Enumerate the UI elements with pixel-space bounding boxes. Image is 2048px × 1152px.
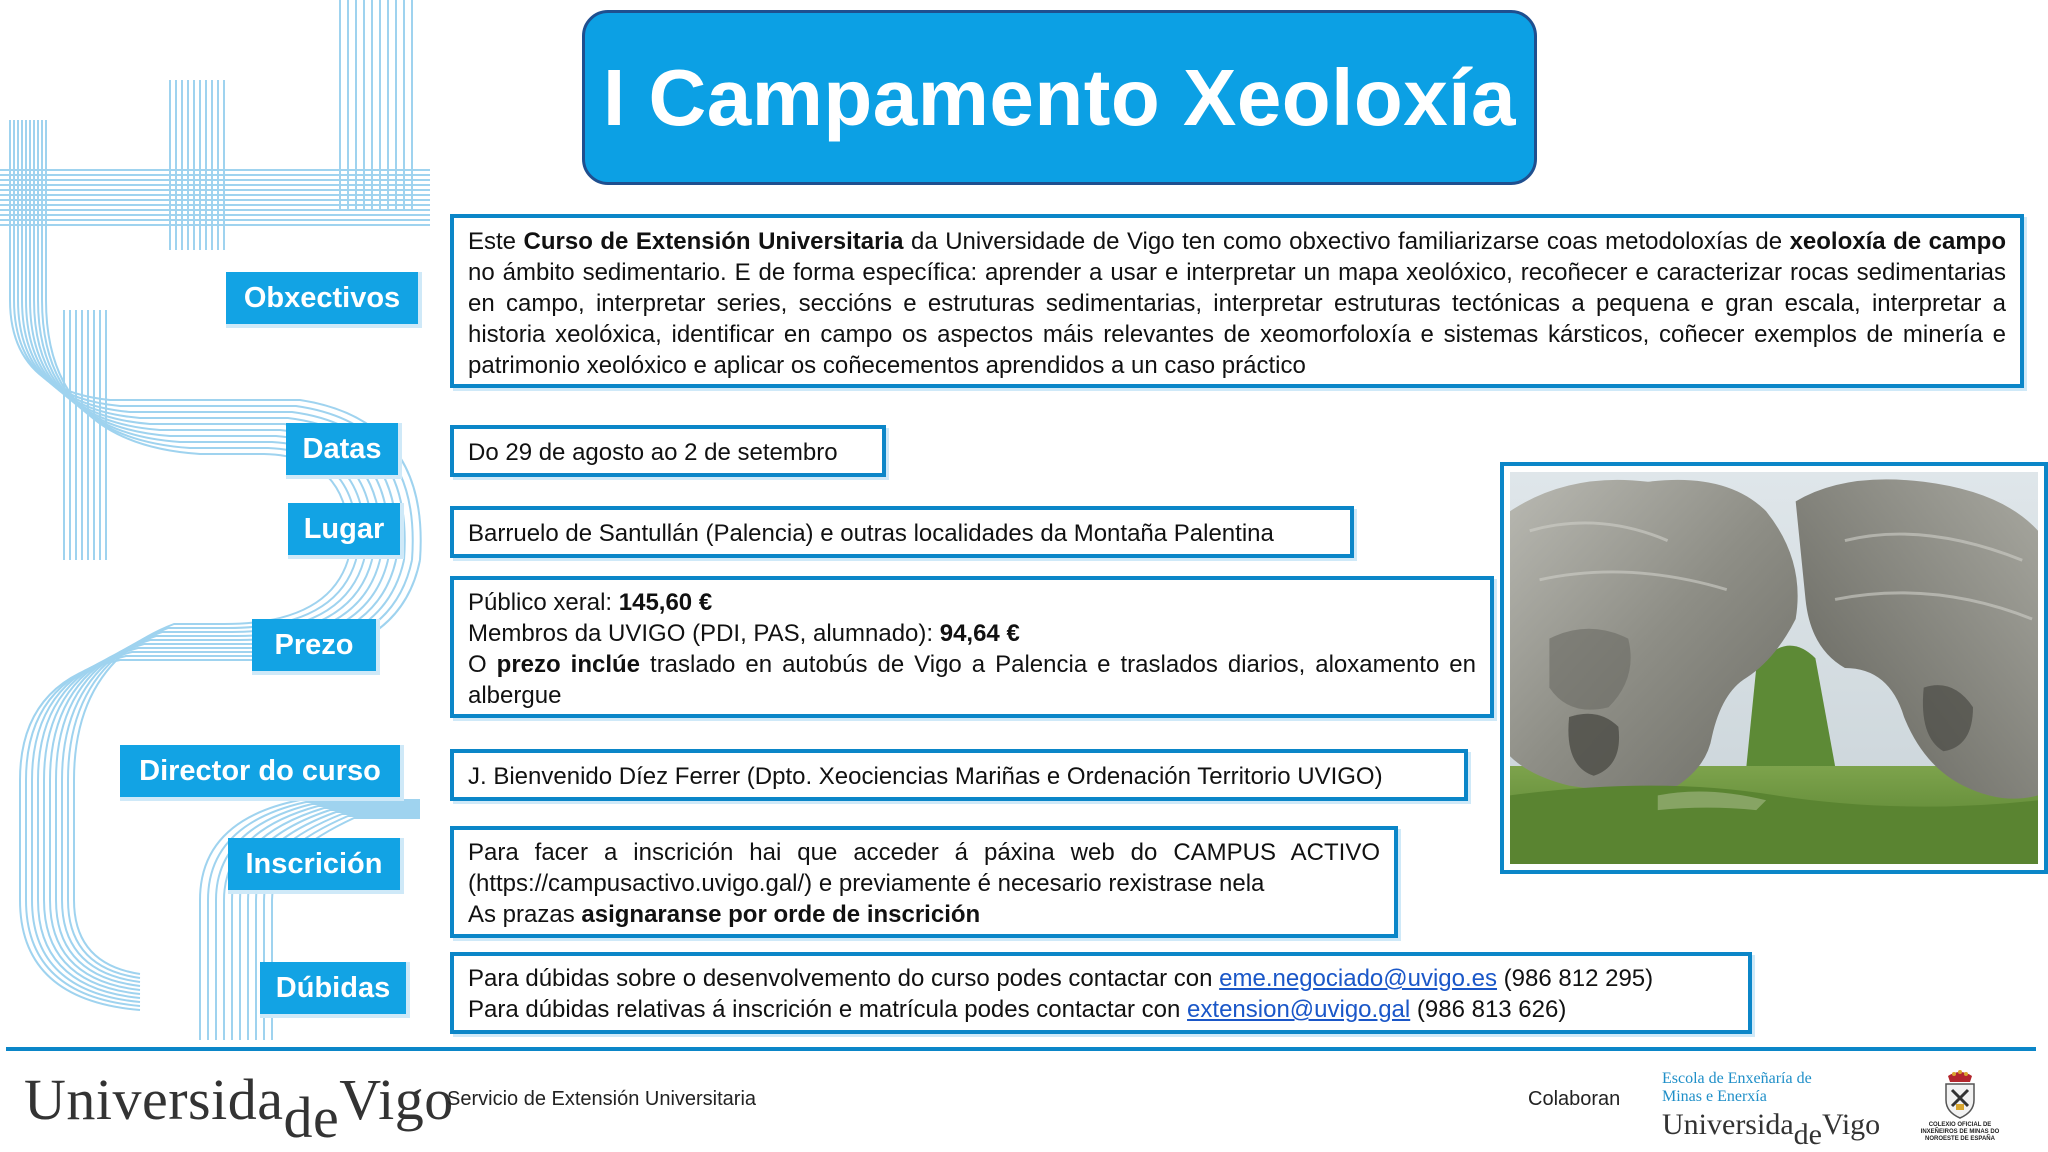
school-logo-de: de (1793, 1118, 1822, 1151)
label-lugar-text: Lugar (303, 512, 385, 545)
obxectivos-text-2: da Universidade de Vigo ten como obxectivo familiarizarse coas metodoloxías de (903, 228, 1790, 255)
label-inscricion-text: Inscrición (245, 847, 383, 880)
prezo-members (468, 618, 1476, 649)
box-datas (450, 425, 886, 477)
colegio-text: COLEXIO OFICIAL DE INXEÑEIROS DE MINAS DO NOROESTE DE ESPAÑA (1920, 1122, 2000, 1142)
label-obxectivos (226, 272, 422, 328)
dubidas-line-2 (468, 994, 1734, 1025)
decorative-line (74, 780, 140, 974)
logo-de: de (283, 1085, 340, 1150)
label-datas-text: Datas (302, 432, 382, 465)
school-name-line-1: Escola de Enxeñaría de (1662, 1070, 1812, 1087)
email-link-eme[interactable]: eme.negociado@uvigo.es (1219, 965, 1498, 992)
decorative-line (68, 780, 140, 978)
dubidas-phone-2: (986 813 626) (1410, 996, 1567, 1023)
prezo-public-label: Público xeral: (468, 589, 619, 616)
prezo-includes-text-2: traslado en autobús de Vigo a Palencia e traslados diarios, aloxamento en albergue (468, 651, 1477, 709)
coat-of-arms-icon (1934, 1068, 1986, 1120)
school-logo-universida: Universida (1662, 1108, 1794, 1141)
label-inscricion (228, 838, 404, 894)
box-lugar (450, 506, 1354, 558)
title-banner (582, 10, 1537, 185)
school-logo-vigo: Vigo (1821, 1108, 1881, 1141)
footer-service-text: Servicio de Extensión Universitaria (447, 1088, 757, 1110)
page-title: I Campamento Xeoloxía (603, 52, 1516, 142)
director-text: J. Bienvenido Díez Ferrer (Dpto. Xeociencias Mariñas e Ordenación Territorio UVIGO) (468, 763, 1383, 790)
inscricion-line-2 (468, 899, 1380, 930)
prezo-public-value: 145,60 € (618, 589, 713, 616)
colegio-logo (1910, 1068, 2010, 1143)
prezo-includes (468, 649, 1476, 711)
obxectivos-bold-course: Curso de Extensión Universitaria (523, 228, 904, 255)
label-dubidas (260, 962, 410, 1018)
inscricion-line-1: Para facer a inscrición hai que acceder á páxina web do CAMPUS ACTIVO (https://campusactivo.uvigo.gal/) e previamente é necesario rexistrase nela (468, 839, 1380, 897)
school-name-line-2: Minas e Enerxía (1662, 1088, 1767, 1105)
rock-arch-photo (1510, 472, 2038, 864)
dubidas-line-1-text: Para dúbidas sobre o desenvolvemento do curso podes contactar con (468, 965, 1220, 992)
footer-divider (6, 1047, 2036, 1051)
obxectivos-bold-field-geology: xeoloxía de campo (1789, 228, 2006, 255)
photo-frame (1500, 462, 2048, 874)
school-uvigo-logo (1662, 1108, 1881, 1151)
label-dubidas-text: Dúbidas (275, 971, 391, 1004)
prezo-includes-bold: prezo inclúe (496, 651, 641, 678)
logo-vigo: Vigo (339, 1067, 454, 1132)
datas-text: Do 29 de agosto ao 2 de setembro (468, 439, 838, 466)
box-inscricion (450, 826, 1398, 938)
label-datas (286, 423, 402, 479)
decorative-line (50, 780, 140, 990)
box-prezo (450, 576, 1494, 718)
prezo-public (468, 587, 1476, 618)
label-director-text: Director do curso (139, 754, 381, 787)
obxectivos-text-1: Este (468, 228, 524, 255)
prezo-members-value: 94,64 € (939, 620, 1020, 647)
label-prezo-text: Prezo (274, 628, 354, 661)
box-director (450, 749, 1468, 801)
school-logo-block (1662, 1070, 1881, 1151)
dubidas-phone-1: (986 812 295) (1497, 965, 1654, 992)
lugar-text: Barruelo de Santullán (Palencia) e outras localidades da Montaña Palentina (468, 520, 1274, 547)
dubidas-line-2-text: Para dúbidas relativas á inscrición e matrícula podes contactar con (468, 996, 1188, 1023)
obxectivos-text-3: no ámbito sedimentario. E de forma específica: aprender a usar e interpretar un mapa xeolóxico, recoñecer e caracterizar rocas sedimentarias en campo, interpretar series, seccións e estruturas sedimentarias, interpretar estruturas tectónicas a pequena e gran escala, interpretar a historia xeolóxica, identificar en campo os aspectos máis relevantes de xeomorfoloxía e sistemas kársticos, coñecer exemplos de minería e patrimonio xeolóxico e aplicar os coñecementos aprendidos a un caso práctico (468, 259, 2006, 379)
email-link-extension[interactable]: extension@uvigo.gal (1187, 996, 1411, 1023)
label-director (120, 745, 404, 801)
label-obxectivos-text: Obxectivos (243, 281, 401, 314)
label-lugar (288, 503, 404, 559)
label-prezo (252, 619, 380, 675)
universidade-vigo-logo (24, 1066, 454, 1150)
box-dubidas (450, 952, 1752, 1034)
logo-universida: Universida (24, 1067, 284, 1132)
prezo-includes-text-1: O (468, 651, 497, 678)
prezo-members-label: Membros da UVIGO (PDI, PAS, alumnado): (468, 620, 940, 647)
inscricion-line-2-bold: asignaranse por orde de inscrición (581, 901, 981, 928)
dubidas-line-1 (468, 963, 1734, 994)
box-obxectivos (450, 214, 2024, 388)
footer-colaboran-text: Colaboran (1528, 1088, 1621, 1110)
inscricion-line-2-text: As prazas (468, 901, 582, 928)
